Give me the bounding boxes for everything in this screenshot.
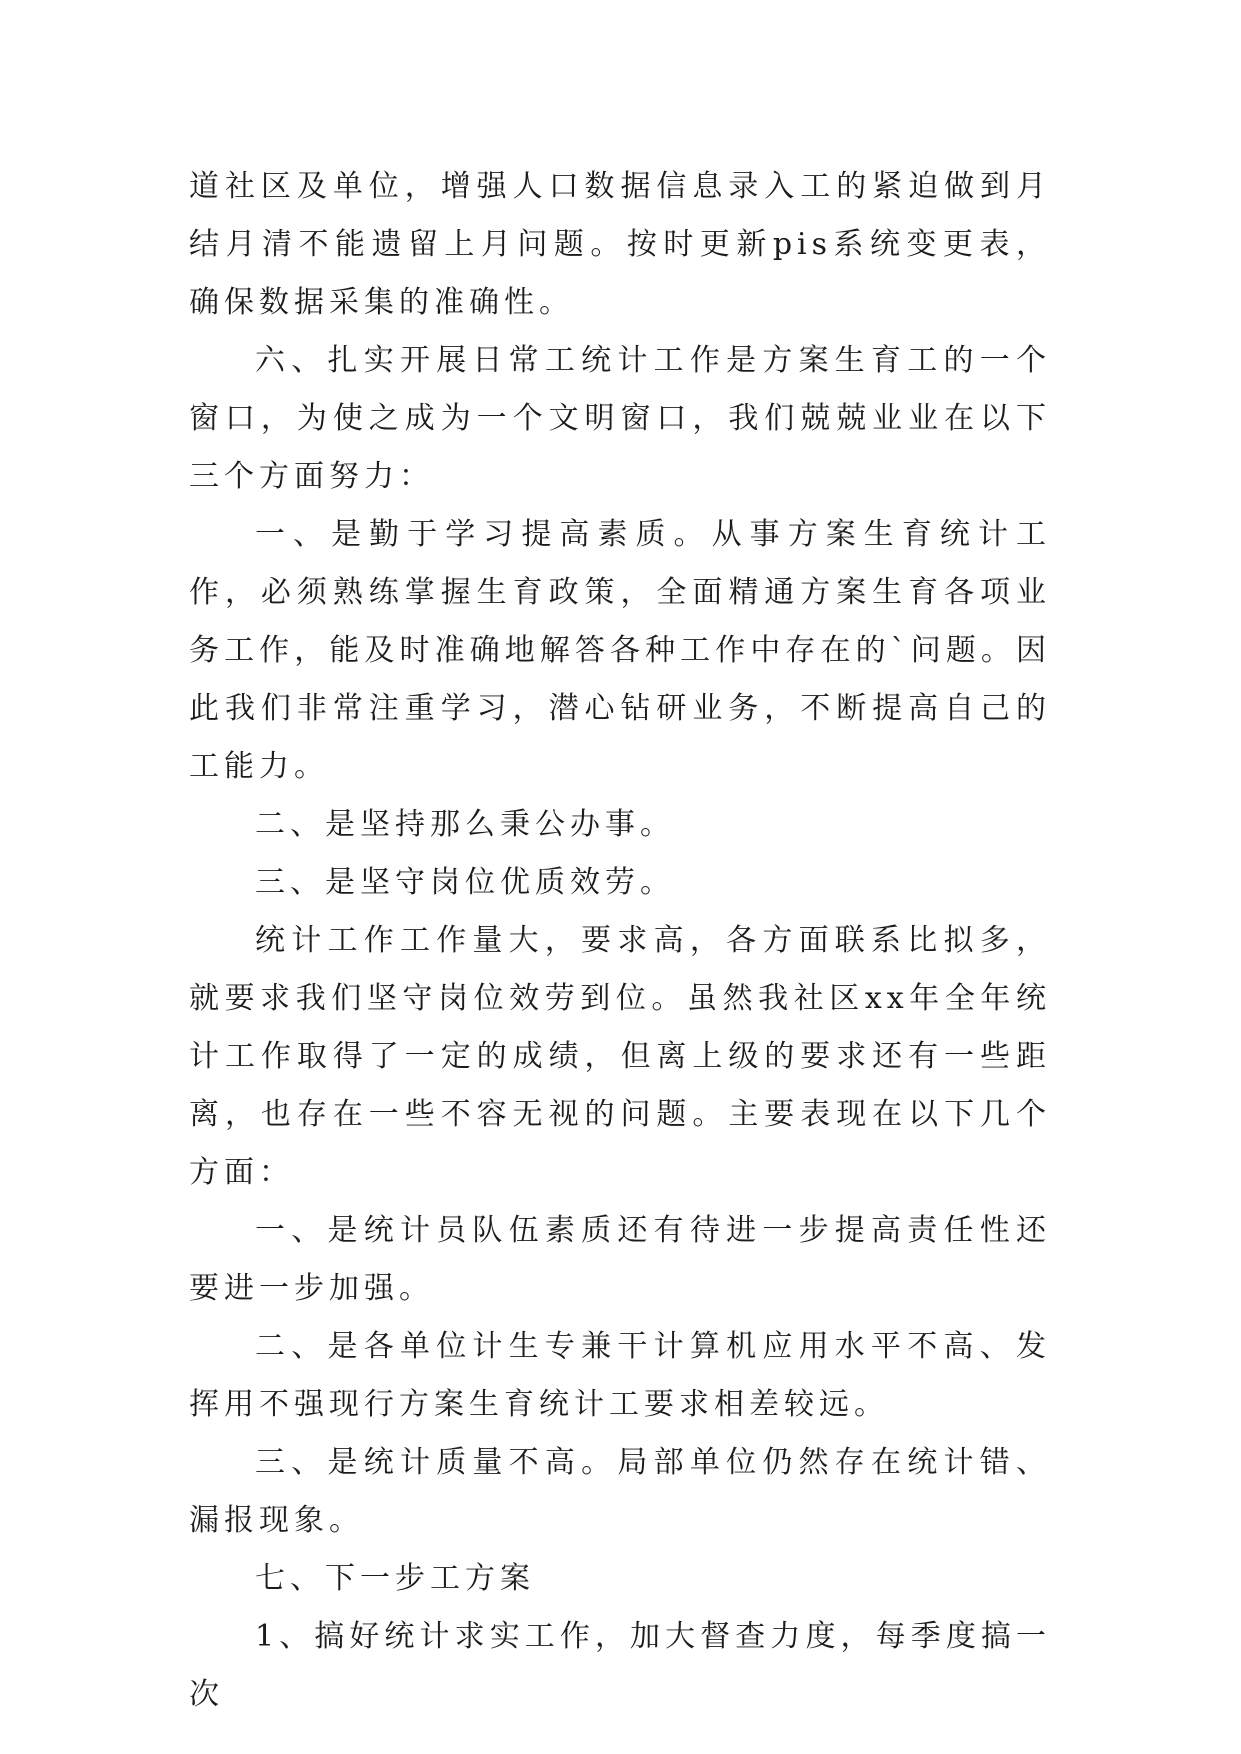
paragraph-6: 统计工作工作量大，要求高，各方面联系比拟多，就要求我们坚守岗位效劳到位。虽然我社区xx年全年统计工作取得了一定的成绩，但离上级的要求还有一些距离，也存在一些不容无视的问题。主要表现在以下几个方面： [189,923,1051,1190]
paragraph-8: 二、是各单位计生专兼干计算机应用水平不高、发挥用不强现行方案生育统计工要求相差较远。 [189,1329,1051,1422]
paragraph-3: 一、是勤于学习提高素质。从事方案生育统计工作，必须熟练掌握生育政策，全面精通方案生育各项业务工作，能及时准确地解答各种工作中存在的`问题。因此我们非常注重学习，潜心钻研业务，不断提高自己的工能力。 [189,517,1051,784]
paragraph-9: 三、是统计质量不高。局部单位仍然存在统计错、漏报现象。 [189,1445,1051,1538]
paragraph-4: 二、是坚持那么秉公办事。 [255,807,675,842]
paragraph-7: 一、是统计员队伍素质还有待进一步提高责任性还要进一步加强。 [189,1213,1051,1306]
paragraph-1: 道社区及单位，增强人口数据信息录入工的紧迫做到月结月清不能遗留上月问题。按时更新pis系统变更表，确保数据采集的准确性。 [189,169,1051,320]
paragraph-10: 七、下一步工方案 [255,1561,535,1596]
document-body [189,158,1051,1724]
paragraph-5: 三、是坚守岗位优质效劳。 [255,865,675,900]
paragraph-11: 1、搞好统计求实工作，加大督查力度，每季度搞一次 [189,1619,1051,1712]
paragraph-2: 六、扎实开展日常工统计工作是方案生育工的一个窗口，为使之成为一个文明窗口，我们兢兢业业在以下三个方面努力： [189,343,1051,494]
